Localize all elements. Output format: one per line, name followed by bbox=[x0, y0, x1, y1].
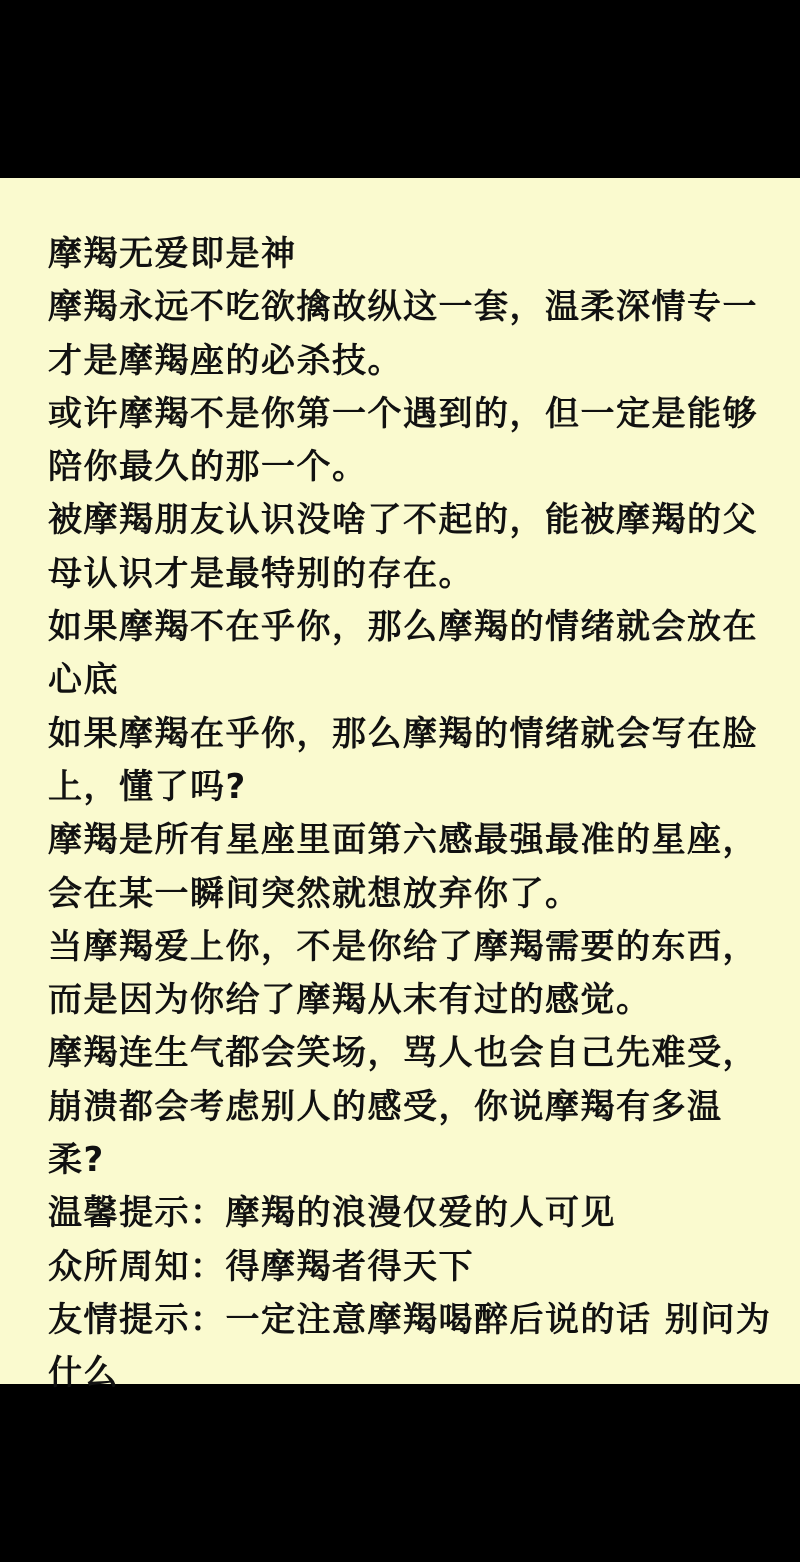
text-line: 或许摩羯不是你第一个遇到的，但一定是能够 bbox=[48, 393, 758, 434]
text-line: 如果摩羯在乎你，那么摩羯的情绪就会写在脸 bbox=[48, 713, 758, 754]
text-line: 心底 bbox=[48, 660, 119, 701]
text-line: 摩羯是所有星座里面第六感最强最准的星座， bbox=[48, 820, 758, 861]
text-line: 众所周知：得摩羯者得天下 bbox=[48, 1246, 474, 1287]
text-line: 摩羯无爱即是神 bbox=[48, 234, 297, 274]
text-line: 如果摩羯不在乎你，那么摩羯的情绪就会放在 bbox=[48, 607, 758, 648]
text-line: 温馨提示：摩羯的浪漫仅爱的人可见 bbox=[48, 1193, 616, 1234]
text-line: 摩羯连生气都会笑场，骂人也会自己先难受， bbox=[48, 1033, 758, 1074]
text-line: 母认识才是最特别的存在。 bbox=[48, 553, 474, 594]
text-line: 而是因为你给了摩羯从末有过的感觉。 bbox=[48, 980, 652, 1021]
text-line: 友情提示：一定注意摩羯喝醉后说的话 别问为 bbox=[48, 1299, 772, 1340]
text-line: 上，懂了吗? bbox=[48, 766, 247, 807]
text-line: 当摩羯爱上你，不是你给了摩羯需要的东西， bbox=[48, 926, 758, 967]
text-line: 什么 bbox=[48, 1353, 119, 1394]
text-line: 会在某一瞬间突然就想放弃你了。 bbox=[48, 873, 581, 914]
text-line: 柔? bbox=[48, 1140, 105, 1181]
text-line: 摩羯永远不吃欲擒故纵这一套，温柔深情专一 bbox=[48, 287, 758, 328]
text-line: 陪你最久的那一个。 bbox=[48, 447, 368, 488]
article-text bbox=[48, 228, 772, 1401]
text-line: 才是摩羯座的必杀技。 bbox=[48, 340, 403, 381]
text-line: 被摩羯朋友认识没啥了不起的，能被摩羯的父 bbox=[48, 500, 758, 541]
text-line: 崩溃都会考虑别人的感受，你说摩羯有多温 bbox=[48, 1086, 723, 1127]
